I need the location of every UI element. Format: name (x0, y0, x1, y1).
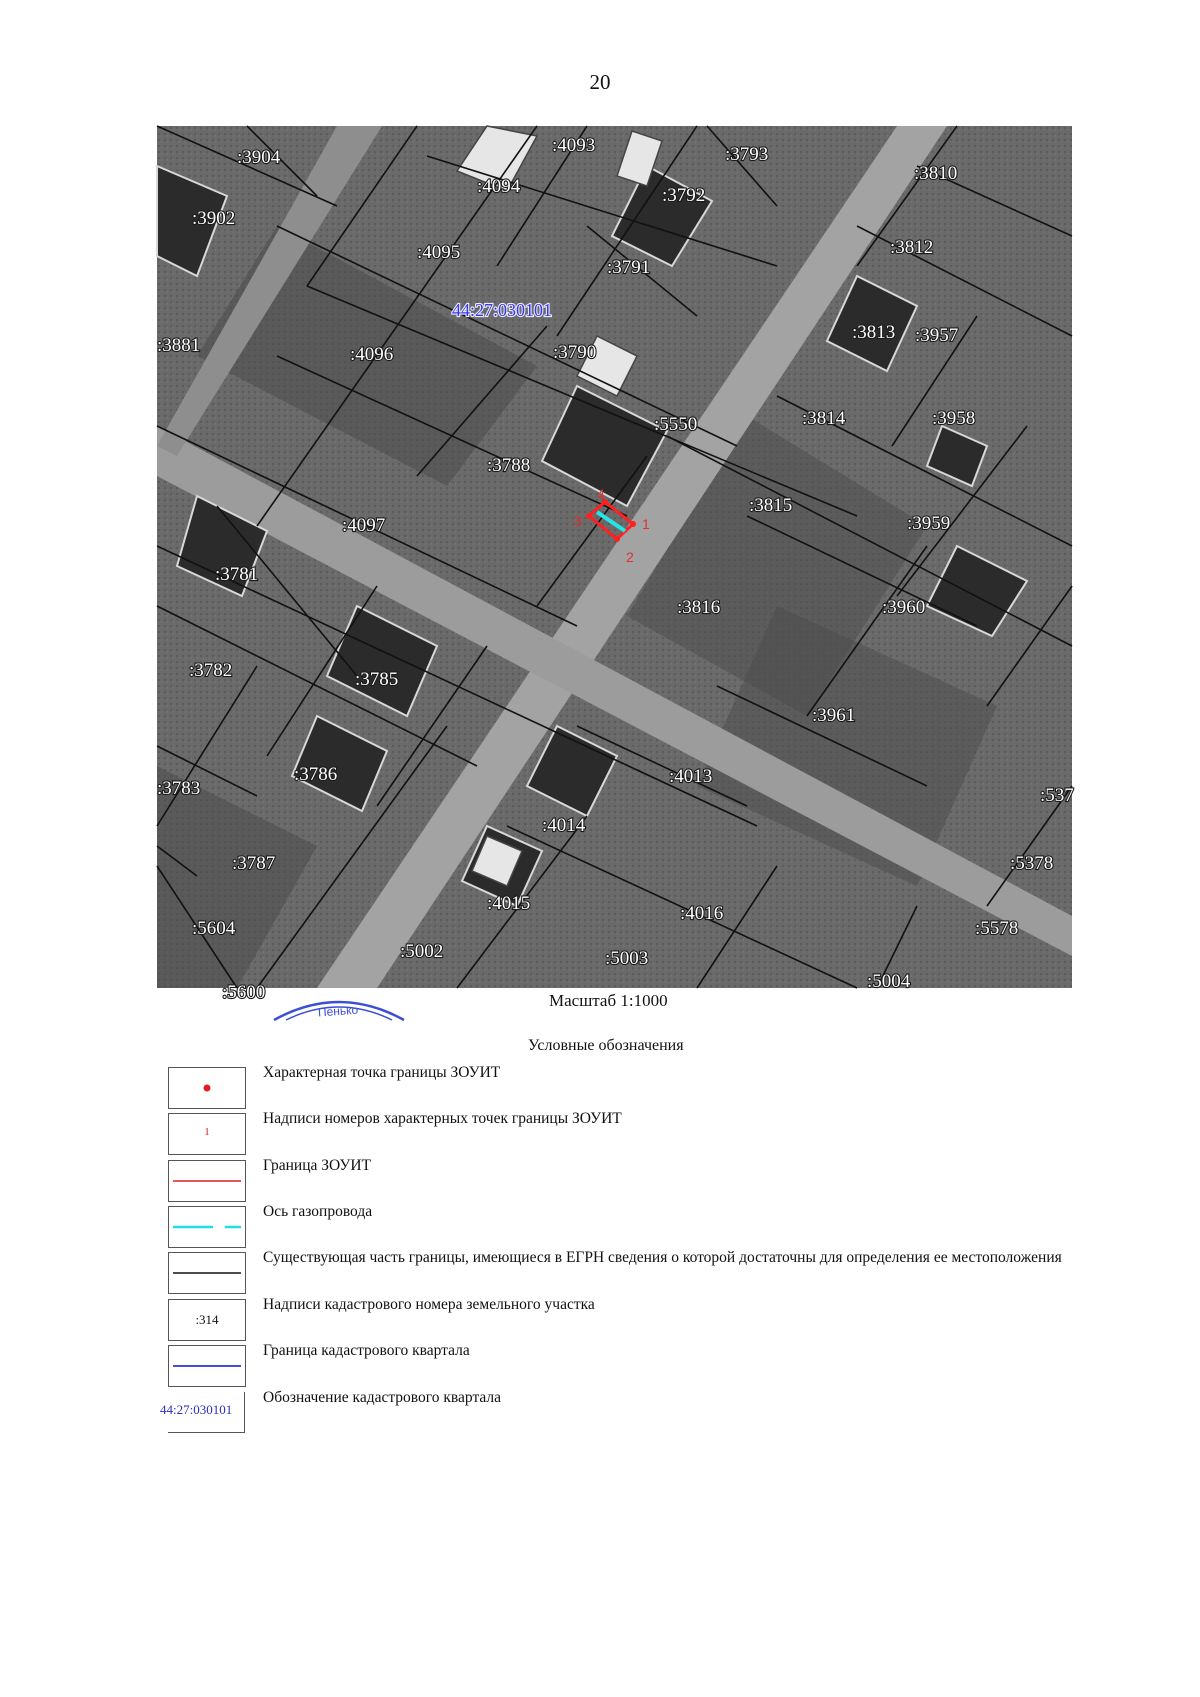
plot-label: :4013 (669, 766, 713, 787)
legend-item-text: Граница кадастрового квартала (263, 1342, 470, 1359)
plot-label: :3814 (802, 408, 846, 429)
plot-label: :3961 (812, 705, 856, 726)
plot-label: :3786 (294, 764, 338, 785)
plot-label: :5002 (400, 941, 444, 962)
plot-label: :5004 (867, 971, 911, 992)
red-line-icon (168, 1160, 246, 1202)
plot-label: :3812 (890, 237, 934, 258)
legend-sample: :314 (195, 1312, 219, 1327)
legend-item-text: Ось газопровода (263, 1203, 373, 1220)
plot-label: :5578 (975, 918, 1019, 939)
quarter-code-icon (160, 1392, 245, 1433)
cyan-dash-icon (168, 1206, 246, 1248)
legend-item-text: Надписи кадастрового номера земельного участка (263, 1296, 595, 1313)
legend-item-text: Надписи номеров характерных точек границы ЗОУИТ (263, 1110, 622, 1127)
plot-label: :4095 (417, 242, 461, 263)
point-label-3: 3 (574, 513, 582, 529)
plot-label: :3810 (914, 163, 958, 184)
plot-label: :3783 (157, 778, 201, 799)
red-point-icon (168, 1067, 246, 1109)
plot-label: :4014 (542, 815, 586, 836)
plot-label: :4094 (477, 176, 521, 197)
point-label-4: 4 (597, 486, 605, 502)
plot-label: :537 (1040, 785, 1074, 806)
plot-number-icon (168, 1299, 246, 1341)
plot-label: :3787 (232, 853, 276, 874)
plot-label: :4015 (487, 893, 531, 914)
plot-label: :3788 (487, 455, 531, 476)
stamp-seal (270, 990, 408, 1020)
map-scale: Масштаб 1:1000 (549, 991, 668, 1010)
plot-label: :3781 (215, 564, 259, 585)
legend-sample: 44:27:030101 (160, 1402, 233, 1417)
plot-label: :3881 (157, 335, 201, 356)
plot-label: :3904 (237, 147, 281, 168)
plot-label: :3815 (749, 495, 793, 516)
plot-label: :3960 (882, 597, 926, 618)
plot-label: :3902 (192, 208, 236, 229)
plot-label: :3813 (852, 322, 896, 343)
quarter-label: 44:27:030101 (452, 300, 553, 320)
legend-item-text: Существующая часть границы, имеющиеся в ЕГРН сведения о которой достаточны для определения ее местоположения (263, 1249, 1062, 1266)
plot-label: :3959 (907, 513, 951, 534)
plot-label: :3790 (553, 342, 597, 363)
stamp-text: Пенько (317, 1002, 359, 1020)
plot-label: :3793 (725, 144, 769, 165)
plot-label: :5600 (222, 982, 266, 1003)
legend-item-text: Граница ЗОУИТ (263, 1157, 371, 1174)
plot-label: :3791 (607, 257, 651, 278)
plot-label: :3785 (355, 669, 399, 690)
point-number-icon (168, 1113, 246, 1155)
plot-label: :3957 (915, 325, 959, 346)
plot-label: :4096 (350, 344, 394, 365)
plot-label: :5550 (654, 414, 698, 435)
blue-line-icon (168, 1345, 246, 1387)
plot-label: :5003 (605, 948, 649, 969)
page-number: 20 (589, 70, 611, 94)
legend-title: Условные обозначения (528, 1037, 684, 1054)
plot-label: :4093 (552, 135, 596, 156)
plot-label: :4016 (680, 903, 724, 924)
plot-label: :5378 (1010, 853, 1054, 874)
legend-sample: 1 (204, 1126, 210, 1138)
point-label-2: 2 (626, 549, 634, 565)
plot-label: :3782 (189, 660, 233, 681)
legend-item-text: Характерная точка границы ЗОУИТ (263, 1064, 501, 1081)
plot-label: :4097 (342, 515, 386, 536)
plot-label: :3792 (662, 185, 706, 206)
point-label-1: 1 (642, 516, 650, 532)
plot-label: :3816 (677, 597, 721, 618)
legend-item-text: Обозначение кадастрового квартала (263, 1389, 502, 1406)
plot-label: :3958 (932, 408, 976, 429)
black-line-icon (168, 1252, 246, 1294)
plot-label: :5604 (192, 918, 236, 939)
